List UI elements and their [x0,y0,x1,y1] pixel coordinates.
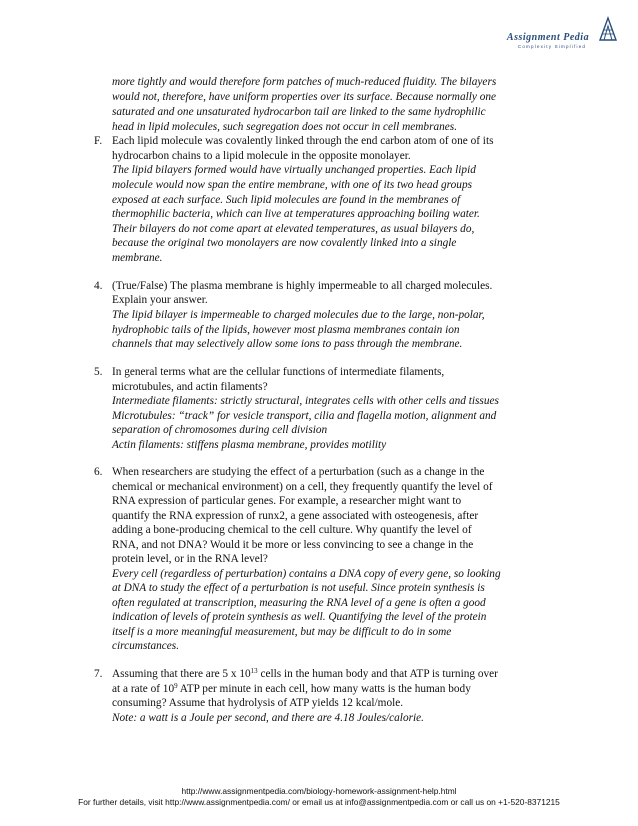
item-f-question-line: Each lipid molecule was covalently linked through the end carbon atom of one of its [112,135,494,147]
logo-mark-icon [598,16,618,42]
logo-tagline: Complexity Simplified [517,44,587,49]
item-f-label: F. [94,135,103,147]
question-4-answer-line: The lipid bilayer is impermeable to charged molecules due to the large, non-polar, [112,309,485,321]
question-5-number: 5. [94,366,103,378]
assignmentpedia-logo [498,10,618,50]
question-6-answer-line: circumstances. [112,640,180,652]
question-6-answer-line: Every cell (regardless of perturbation) contains a DNA copy of every gene, so looking [112,568,501,580]
item-f-answer-line: thermophilic bacteria, which can live at temperatures approaching boiling water. [112,208,480,220]
question-7-text-line: at a rate of $10^9$ ATP per minute in each cell, how many watts is the human body [112,682,471,695]
item-f-answer-line: exposed at each surface. Such lipid molecules are found in the membranes of [112,194,461,206]
question-7-note: Note: a watt is a Joule per second, and there are 4.18 Joules/calorie. [112,712,424,724]
question-6-text-line: protein level, or in the RNA level? [112,553,268,565]
continuation-line: saturated and one unsaturated hydrocarbon tail are linked to the same hydrophilic [112,106,486,118]
question-7-text-line: Assuming that there are 5 x $10^{13}$ cells in the human body and that ATP is turning over [112,667,498,680]
question-6-text-line: RNA, and not DNA? Would it be more or less convincing to see a change in the [112,539,474,551]
question-5-answer-line: separation of chromosomes during cell division [112,424,328,436]
question-6-number: 6. [94,466,103,478]
question-6-answer-line: indication of levels of protein synthesis as well. Quantifying the level of the protein [112,611,487,623]
continuation-line: more tightly and would therefore form patches of much-reduced fluidity. The bilayers [112,76,497,88]
continuation-line: head in lipid molecules, such segregation does not occur in cell membranes. [112,121,458,133]
question-7-number: 7. [94,668,103,680]
footer-url[interactable]: http://www.assignmentpedia.com/biology-homework-assignment-help.html [181,786,457,796]
question-5-answer-line: Microtubules: “track” for vesicle transport, cilia and flagella motion, alignment and [112,410,497,422]
question-4-answer-line: channels that may selectively allow some ions to pass through the membrane. [112,338,463,350]
question-4-text-line: (True/False) The plasma membrane is highly impermeable to all charged molecules. [112,280,493,292]
question-5-answer-line: Actin filaments: stiffens plasma membrane, provides motility [112,439,387,451]
question-6-text-line: chemical or mechanical environment) on a cell, they frequently quantify the level of [112,481,493,493]
logo-brand-text: Assignment Pedia [506,32,590,43]
item-f-answer-line: molecule would now span the entire membrane, with one of its two head groups [112,179,473,191]
item-f-answer-line: Their bilayers do not come apart at elevated temperatures, as usual bilayers do, [112,223,475,235]
question-6-text-line: quantify the RNA expression of runx2, a gene associated with osteogenesis, after [112,510,479,522]
question-6-answer-line: at DNA to study the effect of a perturbation is not useful. Since protein synthesis is [112,582,485,594]
item-f-question-line: hydrocarbon chains to a lipid molecule in the opposite monolayer. [112,150,411,162]
question-4-answer-line: hydrophobic tails of the lipids, however most plasma membranes contain ion [112,324,460,336]
footer-contact: For further details, visit http://www.assignmentpedia.com/ or email us at info@assignmentpedia.com or call us on +1-520-8371215 [78,797,560,807]
item-f-answer-line: The lipid bilayers formed would have virtually unchanged properties. Each lipid [112,164,476,176]
question-6-answer-line: itself is a more meaningful measurement, but may be difficult to do in some [112,626,452,638]
question-6-text-line: adding a bone-producing chemical to the cell culture. Why quantify the level of [112,524,472,536]
question-5-answer-line: Intermediate filaments: strictly structural, integrates cells with other cells and tissues [112,395,499,407]
continuation-line: would not, therefore, have uniform properties over its surface. Because normally one [112,91,497,103]
question-5-text-line: In general terms what are the cellular functions of intermediate filaments, [112,366,445,378]
item-f-answer-line: because the original two monolayers are now covalently linked into a single [112,237,457,249]
item-f-answer-line: membrane. [112,252,163,264]
question-6-text-line: When researchers are studying the effect of a perturbation (such as a change in the [112,466,485,478]
question-7-text-line: consuming? Assume that hydrolysis of ATP yields 12 kcal/mole. [112,697,404,709]
question-4-text-line: Explain your answer. [112,294,208,306]
question-6-text-line: RNA expression of particular genes. For example, a researcher might want to [112,495,462,507]
question-5-text-line: microtubules, and actin filaments? [112,381,268,393]
question-6-answer-line: often regulated at transcription, measuring the RNA level of a gene is often a good [112,597,486,609]
question-4-number: 4. [94,280,103,292]
